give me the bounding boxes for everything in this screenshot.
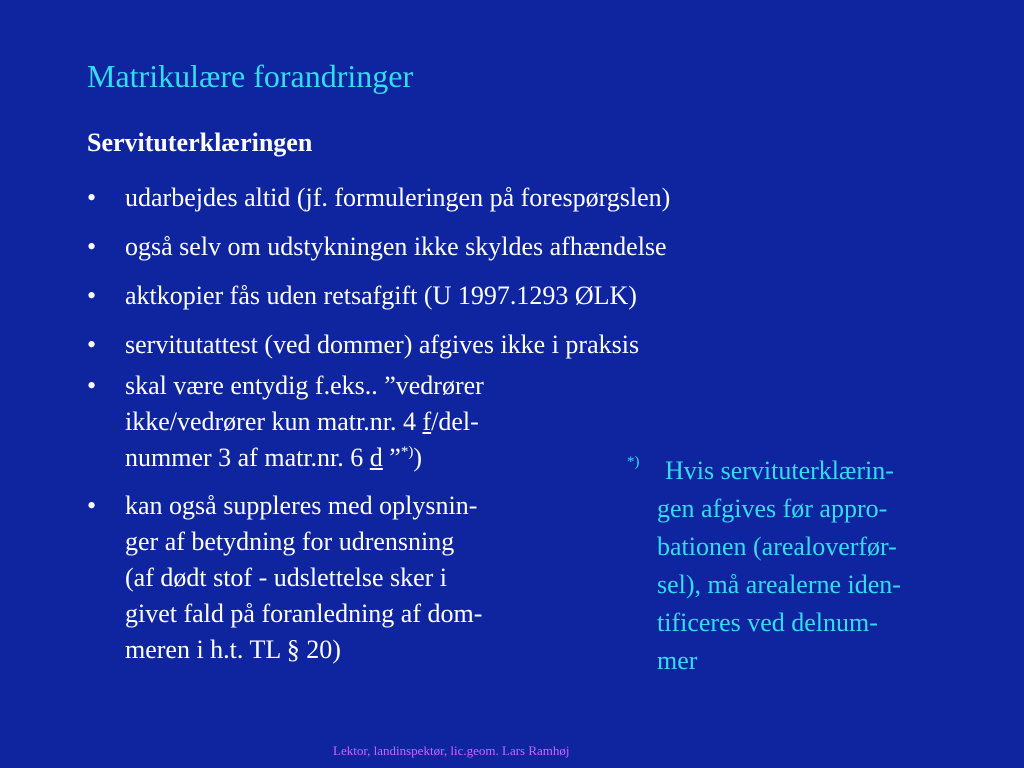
underlined-letter: f <box>422 407 432 436</box>
footnote-marker: *) <box>400 444 414 460</box>
underlined-letter: d <box>369 443 383 472</box>
bullet-line-part: ikke/vedrører kun matr.nr. 4 <box>125 407 423 436</box>
bullet-text: servitutattest (ved dommer) afgives ikke i praksis <box>125 330 640 359</box>
footnote-line: mer <box>657 646 698 675</box>
slide-subtitle: Servituterklæringen <box>87 128 313 157</box>
footnote-line: bationen (arealoverfør- <box>657 532 897 561</box>
bullet-line: givet fald på foranledning af dom- <box>125 599 483 628</box>
bullet-line: (af dødt stof - udslettelse sker i <box>125 563 448 592</box>
bullet-marker: • <box>87 281 97 310</box>
bullet-marker: • <box>87 232 97 261</box>
footnote-line: sel), må arealerne iden- <box>657 570 901 599</box>
bullet-text <box>125 368 484 476</box>
footnote-line: tificeres ved delnum- <box>657 608 878 637</box>
slide-title: Matrikulære forandringer <box>87 58 414 94</box>
bullet-line: meren i h.t. TL § 20) <box>125 635 341 664</box>
footnote-line: gen afgives før appro- <box>657 494 888 523</box>
bullet-line: ger af betydning for udrensning <box>125 527 455 556</box>
bullet-marker: • <box>87 330 97 359</box>
bullet-line: skal være entydig f.eks.. ”vedrører <box>125 371 484 400</box>
bullet-line-part: /del- <box>431 407 479 436</box>
bullet-line-part: ) <box>413 443 422 472</box>
footnote-line: Hvis servituterklærin- <box>665 456 894 485</box>
bullet-text: udarbejdes altid (jf. formuleringen på forespørgslen) <box>125 183 671 212</box>
bullet-marker: • <box>87 183 97 212</box>
bullet-marker: • <box>87 491 97 520</box>
footnote <box>625 452 901 680</box>
bullet-text: også selv om udstykningen ikke skyldes afhændelse <box>125 232 667 261</box>
bullet-line-part: ” <box>382 443 401 472</box>
slide-footer: Lektor, landinspektør, lic.geom. Lars Ramhøj <box>333 743 570 758</box>
bullet-line: kan også suppleres med oplysnin- <box>125 491 478 520</box>
bullet-text: aktkopier fås uden retsafgift (U 1997.1293 ØLK) <box>125 281 637 310</box>
bullet-marker: • <box>87 371 97 400</box>
bullet-text <box>125 488 482 668</box>
footnote-marker: *) <box>627 454 640 470</box>
bullet-line-part: nummer 3 af matr.nr. 6 <box>125 443 370 472</box>
bullet-line <box>125 440 484 476</box>
bullet-line <box>125 404 484 440</box>
